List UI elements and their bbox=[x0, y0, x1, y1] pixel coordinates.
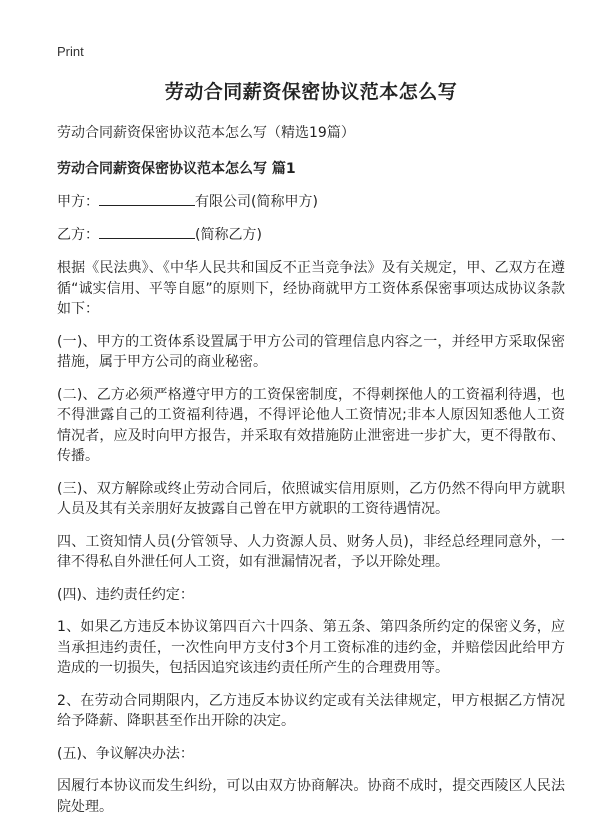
paragraph: (一)、甲方的工资体系设置属于甲方公司的管理信息内容之一，并经甲方采取保密措施，属于甲方公司的商业秘密。 bbox=[57, 333, 565, 370]
section-heading: 劳动合同薪资保密协议范本怎么写 篇1 bbox=[57, 161, 296, 177]
paragraph: 四、工资知情人员(分管领导、人力资源人员、财务人员)，非经总经理同意外，一律不得私自外泄任何人工资，如有泄漏情况者，予以开除处理。 bbox=[57, 533, 565, 570]
paragraph: 因履行本协议而发生纠纷，可以由双方协商解决。协商不成时，提交西陵区人民法院处理。 bbox=[57, 778, 565, 815]
party-a-suffix: 有限公司(简称甲方) bbox=[195, 194, 318, 210]
document-subtitle: 劳动合同薪资保密协议范本怎么写（精选19篇） bbox=[57, 125, 355, 141]
party-b-suffix: (简称乙方) bbox=[195, 226, 262, 243]
print-link[interactable]: Print bbox=[57, 44, 84, 59]
paragraph: 1、如果乙方违反本协议第四百六十四条、第五条、第四条所约定的保密义务，应当承担违约责任，一次性向甲方支付3个月工资标准的违约金，并赔偿因此给甲方造成的一切损失，包括因追究该违约责任所产生的合理费用等。 bbox=[57, 619, 565, 676]
party-a-line bbox=[57, 192, 565, 213]
paragraph: (四)、违约责任约定： bbox=[57, 586, 194, 603]
paragraph: 2、在劳动合同期限内，乙方违反本协议约定或有关法律规定，甲方根据乙方情况给予降薪、降职甚至作出开除的决定。 bbox=[57, 692, 565, 729]
document-title: 劳动合同薪资保密协议范本怎么写 bbox=[164, 81, 458, 103]
party-b-blank bbox=[99, 225, 195, 239]
paragraph: (五)、争议解决办法： bbox=[57, 745, 194, 762]
party-b-label: 乙方： bbox=[57, 226, 99, 243]
paragraph: (三)、双方解除或终止劳动合同后，依照诚实信用原则，乙方仍然不得向甲方就职人员及其有关亲朋好友披露自己曾在甲方就职的工资待遇情况。 bbox=[57, 480, 565, 517]
paragraph: (二)、乙方必须严格遵守甲方的工资保密制度，不得刺探他人的工资福利待遇，也不得泄露自己的工资福利待遇，不得评论他人工资情况;非本人原因知悉他人工资情况者，应及时向甲方报告，并采取有效措施防止泄密进一步扩大，更不得散布、传播。 bbox=[57, 386, 565, 464]
paragraph: 根据《民法典》、《中华人民共和国反不正当竞争法》及有关规定，甲、乙双方在遵循“诚实信用、平等自愿”的原则下，经协商就甲方工资体系保密事项达成协议条款如下： bbox=[57, 260, 565, 317]
party-b-line bbox=[57, 225, 565, 246]
party-a-label: 甲方： bbox=[57, 194, 99, 210]
party-a-blank bbox=[99, 192, 195, 206]
